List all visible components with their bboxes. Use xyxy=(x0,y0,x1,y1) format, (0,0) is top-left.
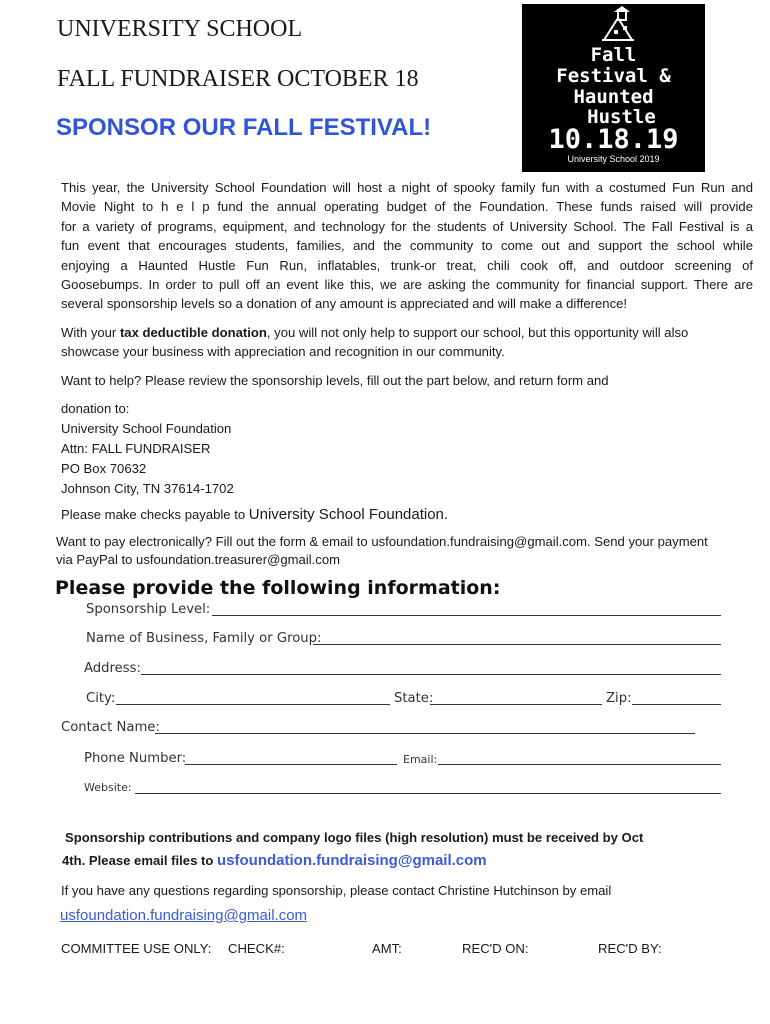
intro-paragraph xyxy=(61,178,753,314)
zip-field[interactable] xyxy=(632,704,721,705)
city-label: City: xyxy=(86,691,116,706)
checks-text: Please make checks payable to xyxy=(61,507,249,522)
poster-date: 10.18.19 xyxy=(548,124,679,155)
phone-field[interactable] xyxy=(185,764,397,765)
intro-line: for a variety of programs, equipment, and technology for the students of University School. The Fall Festival is a xyxy=(61,218,753,234)
fundraiser-title: FALL FUNDRAISER OCTOBER 18 xyxy=(57,66,419,92)
tax-line: showcase your business with appreciation and recognition in our community. xyxy=(61,344,505,360)
tax-text: With your xyxy=(61,325,120,340)
intro-line: several sponsorship levels so a donation of any amount is appreciated and will make a difference! xyxy=(61,296,628,312)
contact-name-label: Contact Name: xyxy=(61,720,160,735)
sponsorship-level-label: Sponsorship Level: xyxy=(86,602,211,617)
poster-line-festival: Festival & xyxy=(556,65,671,87)
city-field[interactable] xyxy=(116,704,390,705)
deadline-line: Sponsorship contributions and company logo files (high resolution) must be received by Oct xyxy=(65,830,644,845)
sponsor-heading: SPONSOR OUR FALL FESTIVAL! xyxy=(56,114,432,141)
intro-line: fun event that encourages students, families, and the community to come out and support the school while xyxy=(61,238,753,254)
festival-poster xyxy=(522,4,705,172)
website-label: Website: xyxy=(84,781,132,794)
address-line: University School Foundation xyxy=(61,421,232,436)
address-field[interactable] xyxy=(141,674,721,675)
committee-recd-on: REC'D ON: xyxy=(462,941,529,956)
form-title: Please provide the following information: xyxy=(55,577,501,599)
electronic-line: Want to pay electronically? Fill out the form & email to usfoundation.fundraising@gmail.com. Send your payment xyxy=(56,534,708,549)
address-line: donation to: xyxy=(61,401,130,416)
poster-footer: University School 2019 xyxy=(567,154,660,164)
address-label: Address: xyxy=(84,661,141,676)
address-line: PO Box 70632 xyxy=(61,461,147,476)
help-text: Want to help? Please review the sponsorship levels, fill out the part below, and return form and xyxy=(61,373,609,388)
business-name-label: Name of Business, Family or Group: xyxy=(86,631,322,646)
zip-label: Zip: xyxy=(606,691,632,706)
phone-label: Phone Number: xyxy=(84,751,187,766)
committee-amt: AMT: xyxy=(372,941,402,956)
committee-check: CHECK#: xyxy=(228,941,285,956)
email-field[interactable] xyxy=(438,764,721,765)
email-label: Email: xyxy=(403,753,438,766)
intro-line: Movie Night to h e l p fund the annual operating budget of the Foundation. These funds raised will provide xyxy=(61,199,753,215)
deadline-email-link[interactable]: usfoundation.fundraising@gmail.com xyxy=(217,852,487,869)
business-name-field[interactable] xyxy=(313,644,721,645)
poster-line-hustle: Hustle xyxy=(587,106,656,128)
committee-recd-by: REC'D BY: xyxy=(598,941,662,956)
state-field[interactable] xyxy=(430,704,602,705)
intro-line: Goosebumps. In order to pull off an event like this, we are asking the community for financial support. There are xyxy=(61,277,753,293)
poster-line-fall: Fall xyxy=(590,44,637,66)
checks-payable xyxy=(61,506,448,524)
tax-bold: tax deductible donation xyxy=(119,325,267,340)
contact-name-field[interactable] xyxy=(155,733,695,734)
intro-line: enjoying a Haunted Hustle Fun Run, inflatables, trunk-or treat, chili cook off, and outdoor screening of xyxy=(61,257,753,273)
sponsorship-level-field[interactable] xyxy=(212,615,721,616)
deadline-notice xyxy=(62,826,643,872)
tax-paragraph xyxy=(61,323,688,362)
committee-label: COMMITTEE USE ONLY: xyxy=(61,941,212,956)
questions-email-link[interactable]: usfoundation.fundraising@gmail.com xyxy=(60,907,308,924)
address-line: Attn: FALL FUNDRAISER xyxy=(61,441,211,456)
poster-line-haunted: Haunted xyxy=(573,86,654,108)
questions-text: If you have any questions regarding sponsorship, please contact Christine Hutchinson by email xyxy=(61,883,612,898)
deadline-text: 4th. Please email files to xyxy=(62,853,218,868)
tax-text: , you will not only help to support our school, but this opportunity will also xyxy=(266,325,689,340)
website-field[interactable] xyxy=(135,793,721,794)
mailing-address xyxy=(61,399,234,499)
address-line: Johnson City, TN 37614-1702 xyxy=(61,481,234,496)
school-title: UNIVERSITY SCHOOL xyxy=(57,16,303,42)
electronic-payment xyxy=(56,533,708,569)
state-label: State: xyxy=(394,691,434,706)
intro-line: This year, the University School Foundation will host a night of spooky family fun with a costumed Fun Run and xyxy=(61,180,753,195)
electronic-line: via PayPal to usfoundation.treasurer@gmail.com xyxy=(56,552,341,567)
checks-payee: University School Foundation. xyxy=(248,506,449,523)
